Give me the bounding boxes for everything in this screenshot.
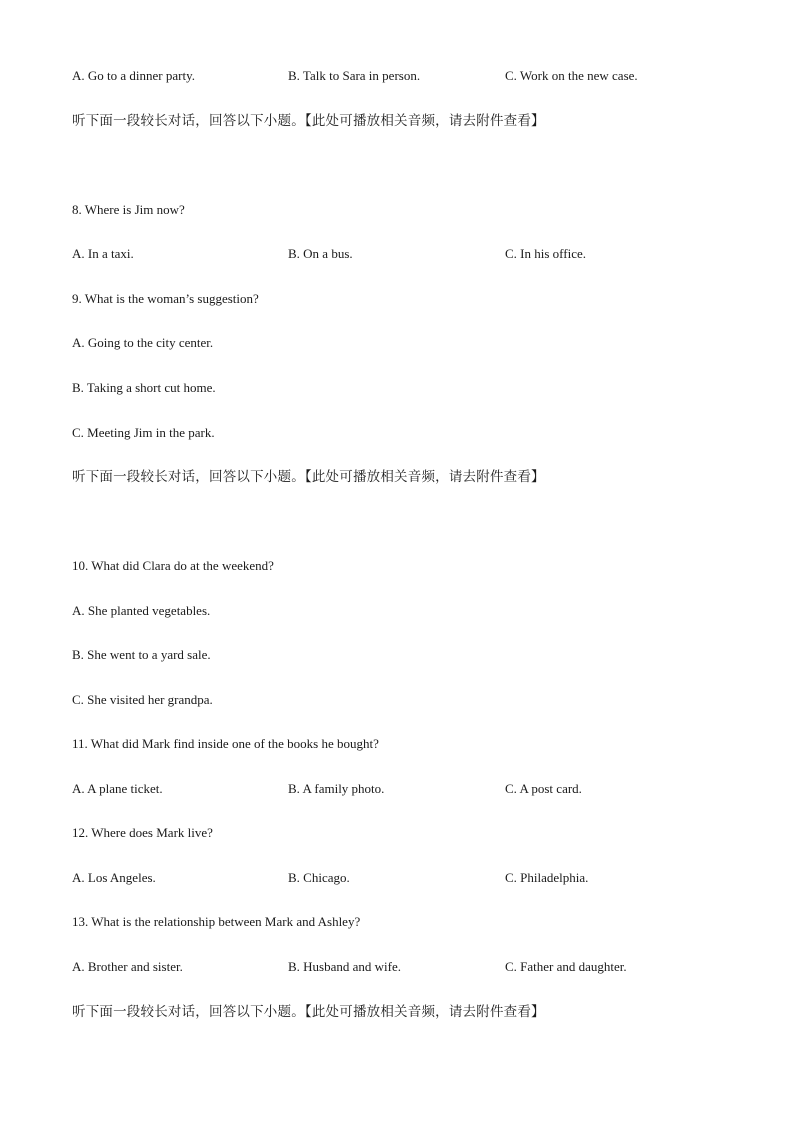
q9-option-a: A. Going to the city center. (72, 335, 214, 350)
listening-instruction-1: 听下面一段较长对话，回答以下小题。【此处可播放相关音频，请去附件查看】 (72, 113, 545, 129)
q7-option-b: B. Talk to Sara in person. (288, 68, 421, 83)
q13-option-b: B. Husband and wife. (288, 959, 402, 974)
listening-instruction-2: 听下面一段较长对话，回答以下小题。【此处可播放相关音频，请去附件查看】 (72, 469, 545, 485)
q11-option-b: B. A family photo. (288, 781, 385, 796)
q13-question: 13. What is the relationship between Mark and Ashley? (72, 914, 361, 929)
q11-option-a: A. A plane ticket. (72, 781, 163, 796)
listening-instruction-3: 听下面一段较长对话，回答以下小题。【此处可播放相关音频，请去附件查看】 (72, 1004, 545, 1020)
q7-option-a: A. Go to a dinner party. (72, 68, 195, 83)
q11-question: 11. What did Mark find inside one of the books he bought? (72, 736, 379, 751)
q9-option-b: B. Taking a short cut home. (72, 380, 216, 395)
q10-option-a: A. She planted vegetables. (72, 603, 211, 618)
q13-option-c: C. Father and daughter. (505, 959, 627, 974)
q10-option-c: C. She visited her grandpa. (72, 692, 213, 707)
q7-option-c: C. Work on the new case. (505, 68, 638, 83)
q12-option-a: A. Los Angeles. (72, 870, 156, 885)
q11-option-c: C. A post card. (505, 781, 582, 796)
q10-question: 10. What did Clara do at the weekend? (72, 558, 274, 573)
q12-option-b: B. Chicago. (288, 870, 350, 885)
q10-option-b: B. She went to a yard sale. (72, 647, 211, 662)
q8-option-a: A. In a taxi. (72, 246, 134, 261)
q8-option-b: B. On a bus. (288, 246, 353, 261)
q13-option-a: A. Brother and sister. (72, 959, 183, 974)
q9-option-c: C. Meeting Jim in the park. (72, 425, 215, 440)
q8-option-c: C. In his office. (505, 246, 586, 261)
q12-option-c: C. Philadelphia. (505, 870, 589, 885)
q12-question: 12. Where does Mark live? (72, 825, 213, 840)
q9-question: 9. What is the woman’s suggestion? (72, 291, 259, 306)
q8-question: 8. Where is Jim now? (72, 202, 185, 217)
